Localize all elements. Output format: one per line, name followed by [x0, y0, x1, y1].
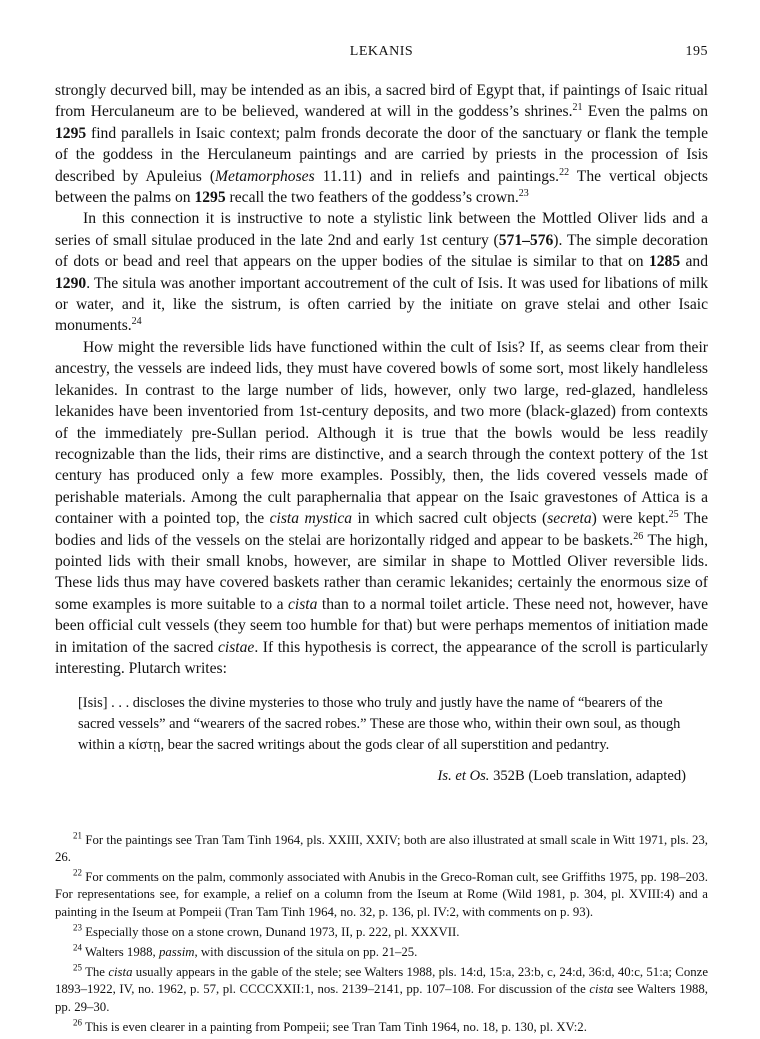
text-run: ) were kept.: [591, 510, 669, 528]
italic-text: cista: [108, 965, 133, 980]
text-run: For the paintings see Tran Tam Tinh 1964, pls. XXIII, XXIV; both are also illustrated at small scale in Witt 1971, pls. 23, 26.: [55, 832, 708, 864]
text-run: 11.11) and in reliefs and paintings.: [314, 167, 560, 185]
italic-text: cista: [287, 595, 318, 613]
footnote-marker: 21: [73, 830, 82, 841]
footnote: [55, 832, 708, 866]
main-text: [55, 80, 708, 788]
running-title: LEKANIS: [349, 44, 414, 59]
footnote: [55, 944, 708, 961]
text-run: How might the reversible lids have functioned within the cult of Isis? If, as seems clear from their ancestry, the vessels are indeed lids, they must have covered bowls of some sort, most likely handleless lekanides. In contrast to the large number of lids, however, only two large, red-glazed, handleless lekanides have been inventoried from 1st-century deposits, and two more (black-glazed) from contexts of the immediately pre-Sullan period. Although it is true that the bowls would be less readily recognizable than the lids, their rims are distinctive, and a search through the context pottery of the 1st century has produced only a few more examples. Possibly, then, the lids covered vessels made of perishable materials. Among the cult paraphernalia that appear on the Isaic gravestones of Attica is a container with a pointed top, the: [55, 338, 708, 528]
text-run: . If this hypothesis is correct, the appearance of the scroll is particularly interesting. Plutarch writes:: [55, 638, 709, 677]
footnote: [55, 1019, 708, 1036]
catalogue-number: 571–576: [498, 231, 554, 249]
text-run: Walters 1988,: [82, 945, 159, 959]
italic-text: secreta: [547, 510, 592, 528]
paragraph: [55, 80, 708, 208]
footnote: [55, 924, 708, 941]
footnote-marker: 25: [668, 508, 679, 520]
text-run: The: [82, 965, 109, 980]
text-run: 352B (Loeb translation, adapted): [489, 768, 686, 785]
italic-text: cista: [589, 982, 614, 997]
footnote: [55, 964, 708, 1016]
footnote-marker: 21: [572, 102, 583, 114]
footnote: [55, 869, 708, 921]
text-run: For comments on the palm, commonly associated with Anubis in the Greco-Roman cult, see Griffiths 1975, pp. 198–203. For representations see, for example, a relief on a column from the Iseum at Rome (Wild 1981, p. 304, pl. XVIII:4) and a painting in the Iseum at Pompeii (Tran Tam Tinh 1964, no. 32, p. 136, pl. IV:2, with comments on p. 93).: [55, 870, 708, 919]
text-run: The high, pointed lids with their small knobs, however, are similar in shape to Mottled Oliver reversible lids. These lids thus may have covered baskets rather than ceramic lekanides; certainly the enormous size of some examples is more suitable to a: [55, 531, 709, 613]
text-run: strongly decurved bill, may be intended as an ibis, a sacred bird of Egypt that, if paintings of Isaic ritual from Herculaneum are to be believed, wandered at will in the goddess’s shrines.: [55, 82, 708, 121]
text-run: and: [680, 253, 709, 271]
footnote-marker: 22: [73, 867, 82, 878]
catalogue-number: 1290: [55, 274, 87, 292]
text-run: , with discussion of the situla on pp. 21–25.: [194, 945, 418, 959]
footnote-marker: 24: [131, 316, 142, 328]
footnote-marker: 22: [559, 166, 570, 178]
text-run: The bodies and lids of the vessels on the stelai are horizontally ridged and appear to be baskets.: [55, 510, 708, 549]
footnote-marker: 25: [73, 962, 82, 973]
footnote-marker: 23: [518, 187, 529, 199]
running-header: [55, 44, 708, 66]
italic-text: Is. et Os.: [437, 768, 490, 785]
text-run: ). The simple decoration of dots or bead and reel that appears on the upper bodies of the situlae is similar to that on: [55, 231, 709, 271]
page: [55, 44, 708, 1039]
quote-source: [55, 766, 708, 787]
text-run: [Isis] . . . discloses the divine mysteries to those who truly and justly have the name of “bearers of the sacred vessels” and “wearers of the sacred robes.” These are those who, within their own soul, as though within a κίστῃ, bear the sacred writings about the gods clear of all superstition and pedantry.: [78, 695, 681, 754]
footnote-marker: 26: [633, 530, 644, 542]
paragraph: [55, 208, 708, 336]
text-run: In this connection it is instructive to note a stylistic link between the Mottled Oliver lids and a series of small situlae produced in the late 2nd and early 1st century (: [55, 210, 708, 249]
italic-text: passim: [158, 945, 195, 959]
text-run: Even the palms on: [582, 103, 708, 121]
catalogue-number: 1295: [55, 124, 87, 142]
italic-text: Metamorphoses: [215, 167, 315, 185]
text-run: than to a normal toilet article. These need not, however, have been official cult vessels (they seem too humble for that) but were perhaps mementos of initiation made in imitation of the sacred: [55, 595, 708, 656]
text-run: Especially those on a stone crown, Dunand 1973, II, p. 222, pl. XXXVII.: [82, 924, 460, 939]
italic-text: cista mystica: [269, 510, 353, 528]
text-run: in which sacred cult objects (: [352, 510, 548, 528]
footnote-marker: 26: [73, 1017, 82, 1028]
text-run: find parallels in Isaic context; palm fronds decorate the door of the sanctuary or flank the temple of the goddess in the Herculaneum paintings and are carried by priests in the procession of Isis described by Apuleius (: [55, 124, 708, 185]
italic-text: cistae: [217, 638, 255, 656]
text-run: usually appears in the gable of the stele; see Walters 1988, pls. 14:d, 15:a, 23:b, c, 24:d, 36:d, 40:c, 51:a; Conze 1893–1922, IV, no. 1962, p. 57, pl. CCCCXXII:1, nos. 2139–2141, pp. 107–108. For discussion of the: [55, 965, 709, 997]
text-run: recall the two feathers of the goddess’s crown.: [225, 189, 519, 207]
footnote-marker: 23: [73, 922, 82, 933]
text-run: see Walters 1988, pp. 29–30.: [55, 982, 708, 1014]
catalogue-number: 1285: [648, 253, 681, 271]
text-run: The vertical objects between the palms on: [55, 167, 708, 207]
paragraph: [55, 337, 708, 680]
text-run: . The situla was another important accoutrement of the cult of Isis. It was used for libations of milk or water, and it, like the sistrum, is often carried by the initiate on grave stelai and other Isaic monuments.: [55, 274, 708, 335]
footnotes: [55, 832, 708, 1036]
text-run: This is even clearer in a painting from Pompeii; see Tran Tam Tinh 1964, no. 18, p. 130, pl. XV:2.: [82, 1019, 587, 1034]
footnote-marker: 24: [73, 942, 82, 953]
block-quote: [78, 693, 703, 756]
page-number: 195: [685, 44, 708, 59]
catalogue-number: 1295: [194, 189, 226, 207]
